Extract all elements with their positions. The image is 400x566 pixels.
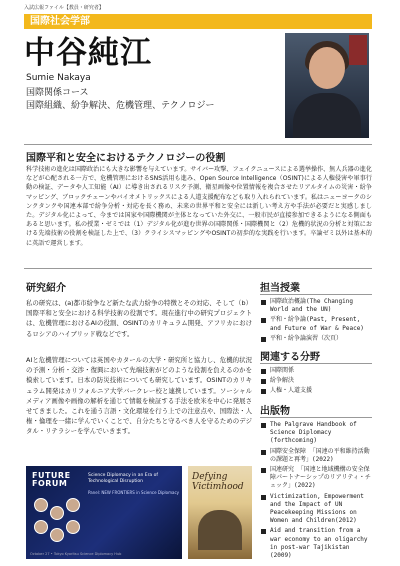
flyer-panel-text: Panel: NEW FRONTIERS in Science Diplomacy	[88, 490, 180, 495]
flyer-logo-line2: FORUM	[32, 479, 68, 488]
file-tag: 入試広報ファイル【教員・研究者】	[24, 5, 104, 11]
profile-photo	[285, 33, 369, 138]
book-title: Defying Victimhood	[192, 472, 244, 492]
flyer-logo	[32, 472, 71, 488]
speaker-avatar	[34, 520, 48, 534]
course-item: 国際政治概論(The Changing World and the UN)	[260, 298, 372, 314]
research-title: 研究紹介	[26, 283, 66, 294]
photo-background-flag	[349, 35, 367, 65]
name-english: Sumie Nakaya	[26, 73, 91, 83]
course-name: 国際関係コース	[26, 88, 89, 98]
related-fields-list	[260, 367, 372, 398]
courses-divider	[260, 294, 372, 295]
book-cover	[188, 466, 252, 559]
flyer-footer: October 27 • Tokyo Kyoritsu Science Diplomacy Hub	[30, 552, 122, 556]
photo-face	[309, 47, 345, 89]
publication-item: 国連研究 「国連と地域機構の安全保障パートナーシップのリアリティ・チェック」(2022)	[260, 466, 372, 491]
courses-list	[260, 298, 372, 345]
publication-item: The Palgrave Handbook of Science Diplomacy (forthcoming)	[260, 421, 372, 446]
future-forum-flyer	[26, 466, 182, 559]
flyer-subtitle: Science Diplomacy in an Era of Technological Disruption	[88, 473, 158, 484]
book-cover-figure	[198, 510, 242, 550]
related-field-item: 人権・人道支援	[260, 387, 372, 395]
related-fields-divider	[260, 363, 372, 364]
related-field-item: 国際関係	[260, 367, 372, 375]
speaker-avatar	[66, 498, 80, 512]
research-paragraph-2: AIと危機管理については英国やカタールの大学・研究所と協力し、危機的状況の予測・分析・交渉・復興において先端技術がどのような役割を負えるのかを模索しています。日本の防災技術についても研究しています。OSINTのカリキュラム開発はカリフォルニア大学バークレー校と連携しています。ソーシャルメディア画像や画像の解析を通じて情報を検証する手法を欧米を中心に発展させてきました。これを通う言語・文化環境を行う上での注意点や、国際法・人権・倫理を一緒に学んでいくことで、自分たちと守るべき人を守るためのデジタル・リテラシーを学んでいきます。	[26, 356, 252, 436]
department-banner: 国際社会学部	[24, 14, 372, 29]
name-japanese: 中谷純江	[24, 35, 152, 71]
publications-divider	[260, 417, 372, 418]
speaker-avatar	[66, 520, 80, 534]
research-fields: 国際組織、紛争解決、危機管理、テクノロジー	[26, 101, 215, 111]
course-item: 平和・紛争論演習（次頁）	[260, 335, 372, 343]
photo-body	[293, 93, 361, 138]
publications-list	[260, 421, 372, 562]
divider-middle	[24, 268, 372, 269]
speaker-avatar	[50, 528, 64, 542]
intro-title: 国際平和と安全におけるテクノロジーの役割	[26, 153, 226, 164]
related-field-item: 紛争解決	[260, 377, 372, 385]
publication-item: Victimization, Empowerment and the Impact of UN Peacekeeping Missions on Women and Children(2012)	[260, 493, 372, 526]
courses-title: 担当授業	[260, 283, 300, 294]
speaker-avatar	[50, 506, 64, 520]
course-item: 平和・紛争論(Past, Present, and Future of War & Peace)	[260, 316, 372, 332]
research-paragraph-1: 私の研究は、(a)都市紛争など新たな武力紛争の特徴とその対応、そして（b）国際平和と安全における科学技術の役割です。現在進行中の研究プロジェクトは、危機管理におけるAIの役割、OSINTのカリキュラム開発、アフリカにおけるロシアのハイブリッド戦などです。	[26, 299, 252, 338]
intro-body: 科学技術の進化は国際政治にも大きな影響を与えています。サイバー攻撃、フェイクニュースによる選挙操作、無人兵器の進化などが心配される一方で、危機管理におけるSNS活用も進み、Open Source Intelligence（OSINT)による人権侵害や軍事行動の検証、データや人工知能（AI）に導き出されるリスク予測、衛星画像や位置情報を複合させたリアルタイムの災害・紛争マッピング、ブロックチェーンやバイオメトリックスによる人道支援配布なども取り入れられています。私はニューヨークのシンクタンクや国連本部で紛争分析・対応を長く務め、未来の世界平和と安全には新しい考え方や手法が必要だと実感しました。デジタル化によって、今までは国家や国際機関が主体となっていた外交に、一般市民が直接参加できるようになる側面もあると思います。私の授業・ゼミでは（1）デジタル化が進む世界の国際関係・国際機関と（2）危機的状況の分析と対策における先端技術の役割を検証した上で、（3）クライシスマッピングやOSINTの初歩的な実践を行います。卒論ゼミ以外は基本的に英語で運営します。	[26, 166, 372, 247]
speaker-avatar	[34, 498, 48, 512]
divider-top	[24, 144, 372, 145]
related-fields-title: 関連する分野	[260, 352, 320, 363]
publication-item: Aid and transition from a war economy to an oligarchy in post-war Tajikistan (2009)	[260, 527, 372, 560]
publications-title: 出版物	[260, 406, 290, 417]
flyer-logo-line1: FUTURE	[32, 471, 71, 480]
publication-item: 国際安全保障 「国連の平和維持活動の課題と再考」(2022)	[260, 448, 372, 464]
